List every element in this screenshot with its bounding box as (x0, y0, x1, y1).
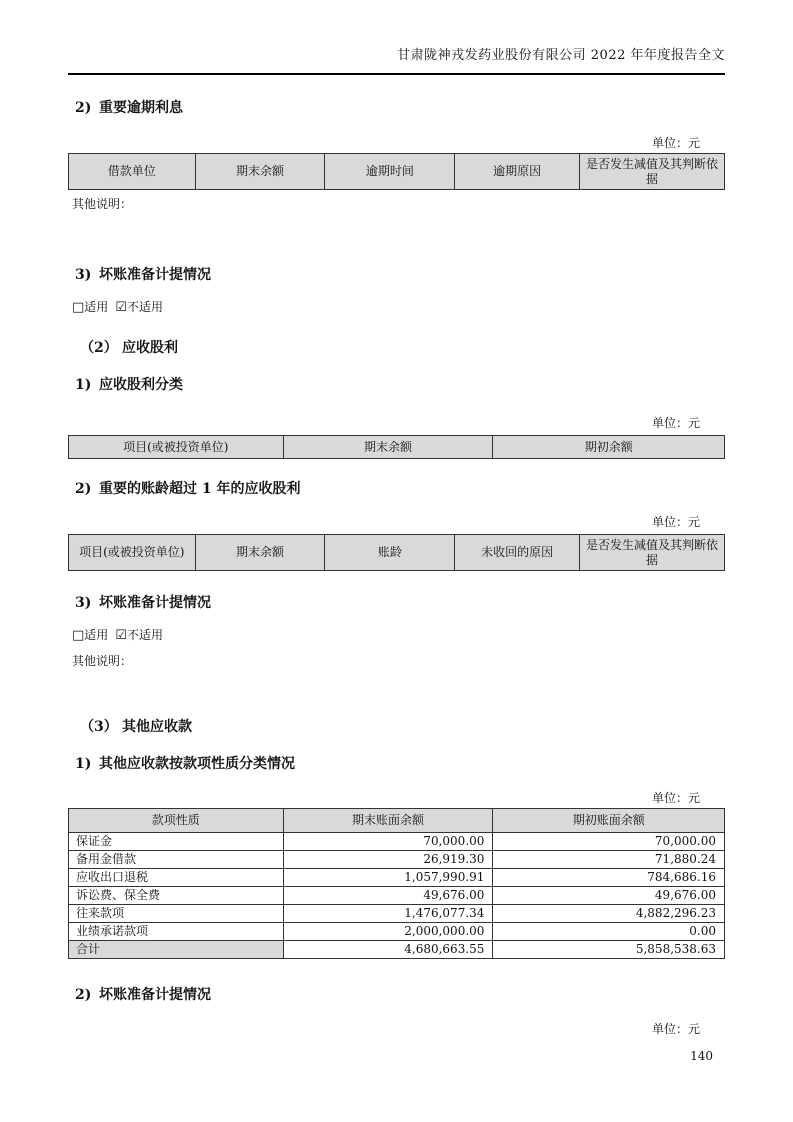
table-header-row (69, 436, 725, 459)
heading-bad-debt-provision-2 (68, 594, 725, 612)
row-value-cell: 784,686.16 (493, 869, 725, 887)
row-value-cell: 70,000.00 (283, 833, 493, 851)
column-header: 是否发生减值及其判断依据 (579, 154, 724, 190)
heading-number: （3） (80, 719, 118, 735)
heading-number: 3) (75, 595, 92, 611)
heading-text: 应收股利分类 (99, 377, 183, 393)
other-note-label: 其他说明： (72, 654, 133, 668)
dividend-classification-table (68, 435, 725, 459)
heading-number: 3) (75, 267, 92, 283)
heading-text: 重要逾期利息 (99, 100, 183, 116)
heading-text: 坏账准备计提情况 (99, 987, 211, 1003)
table-row (69, 887, 725, 905)
other-receivables-table (68, 808, 725, 959)
applicability-row (68, 628, 725, 643)
table-header-row (69, 809, 725, 833)
page-number: 140 (690, 1049, 713, 1063)
checkbox-checked-icon: ☑ (115, 300, 127, 315)
heading-text: 其他应收款 (122, 719, 192, 735)
heading-text: 重要的账龄超过 1 年的应收股利 (99, 481, 301, 497)
table-header-row (69, 154, 725, 190)
page-header (68, 48, 725, 75)
unit-label: 单位：元 (651, 515, 700, 529)
column-header: 借款单位 (69, 154, 196, 190)
column-header: 期末余额 (195, 154, 325, 190)
table-row (69, 869, 725, 887)
heading-number: 1) (75, 756, 92, 772)
report-title: 甘肃陇神戎发药业股份有限公司 2022 年年度报告全文 (397, 48, 725, 63)
heading-overdue-interest (68, 99, 725, 117)
heading-number: 2) (75, 100, 92, 116)
not-applicable-label: 不适用 (126, 300, 163, 314)
checkbox-unchecked-icon: □ (72, 300, 85, 315)
unit-label: 单位：元 (651, 791, 700, 805)
column-header: 期末余额 (283, 436, 493, 459)
heading-text: 其他应收款按款项性质分类情况 (99, 756, 295, 772)
applicable-label: 适用 (84, 628, 109, 642)
table-header-row (69, 535, 725, 571)
table-row (69, 851, 725, 869)
heading-bad-debt-provision-1 (68, 266, 725, 284)
row-value-cell: 4,882,296.23 (493, 905, 725, 923)
other-note-label: 其他说明： (72, 197, 133, 211)
heading-other-receivables (68, 718, 725, 736)
row-value-cell: 2,000,000.00 (283, 923, 493, 941)
unit-label: 单位：元 (651, 416, 700, 430)
row-label-cell: 备用金借款 (69, 851, 284, 869)
column-header: 是否发生减值及其判断依据 (579, 535, 724, 571)
total-value-cell: 4,680,663.55 (283, 941, 493, 959)
checkbox-unchecked-icon: □ (72, 628, 85, 643)
heading-dividends-receivable (68, 339, 725, 357)
column-header: 项目(或被投资单位) (69, 535, 196, 571)
table-total-row (69, 941, 725, 959)
heading-text: 坏账准备计提情况 (99, 267, 211, 283)
total-value-cell: 5,858,538.63 (493, 941, 725, 959)
row-value-cell: 49,676.00 (493, 887, 725, 905)
applicable-label: 适用 (84, 300, 109, 314)
row-label-cell: 业绩承诺款项 (69, 923, 284, 941)
column-header: 期末余额 (195, 535, 325, 571)
heading-number: 2) (75, 481, 92, 497)
column-header: 未收回的原因 (455, 535, 580, 571)
heading-dividends-over-1-year (68, 480, 725, 498)
heading-bad-debt-provision-3 (68, 986, 725, 1004)
column-header: 逾期原因 (455, 154, 580, 190)
column-header: 款项性质 (69, 809, 284, 833)
column-header: 逾期时间 (325, 154, 455, 190)
table-row (69, 833, 725, 851)
row-value-cell: 49,676.00 (283, 887, 493, 905)
column-header: 账龄 (325, 535, 455, 571)
row-value-cell: 71,880.24 (493, 851, 725, 869)
row-value-cell: 70,000.00 (493, 833, 725, 851)
checkbox-checked-icon: ☑ (115, 628, 127, 643)
column-header: 项目(或被投资单位) (69, 436, 284, 459)
column-header: 期初余额 (493, 436, 725, 459)
heading-number: 1) (75, 377, 92, 393)
heading-other-receivables-classification (68, 755, 725, 773)
row-label-cell: 诉讼费、保全费 (69, 887, 284, 905)
total-label-cell: 合计 (69, 941, 284, 959)
heading-dividend-classification (68, 376, 725, 394)
row-label-cell: 往来款项 (69, 905, 284, 923)
dividends-over-1-year-table (68, 534, 725, 571)
not-applicable-label: 不适用 (126, 628, 163, 642)
row-label-cell: 应收出口退税 (69, 869, 284, 887)
heading-number: （2） (80, 340, 118, 356)
table-row (69, 923, 725, 941)
column-header: 期初账面余额 (493, 809, 725, 833)
unit-label: 单位：元 (651, 1022, 700, 1036)
row-value-cell: 1,057,990.91 (283, 869, 493, 887)
overdue-interest-table (68, 153, 725, 190)
row-value-cell: 0.00 (493, 923, 725, 941)
unit-label: 单位：元 (651, 136, 700, 150)
row-label-cell: 保证金 (69, 833, 284, 851)
row-value-cell: 1,476,077.34 (283, 905, 493, 923)
column-header: 期末账面余额 (283, 809, 493, 833)
heading-text: 坏账准备计提情况 (99, 595, 211, 611)
table-row (69, 905, 725, 923)
row-value-cell: 26,919.30 (283, 851, 493, 869)
heading-number: 2) (75, 987, 92, 1003)
applicability-row (68, 300, 725, 315)
heading-text: 应收股利 (122, 340, 178, 356)
